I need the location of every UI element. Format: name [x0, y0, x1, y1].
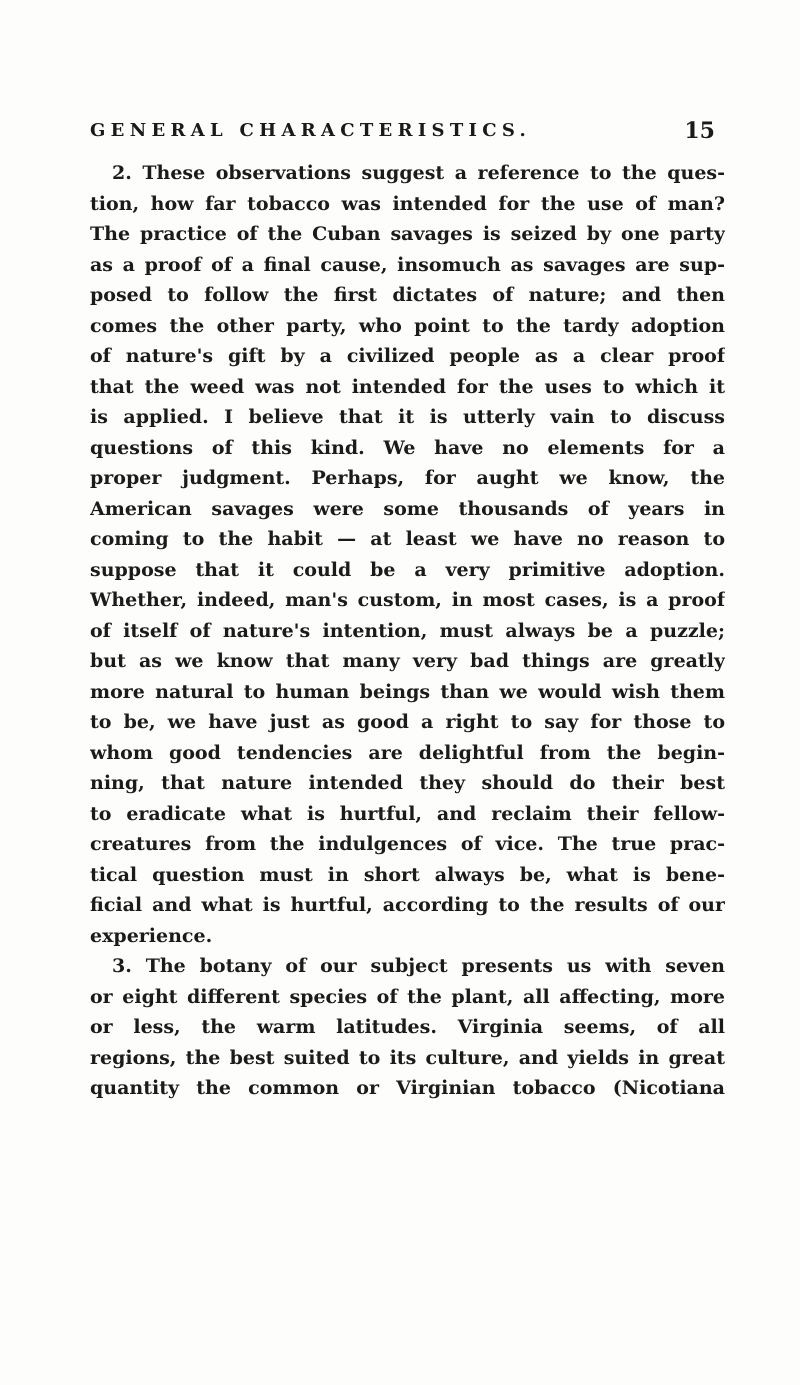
text-line: quantity the common or Virginian tobacco (Nicotiana — [90, 1077, 725, 1099]
running-head-title: GENERAL CHARACTERISTICS. — [90, 120, 532, 141]
text-line: 3. The botany of our subject presents us with seven — [112, 955, 725, 977]
text-line: posed to follow the first dictates of nature; and then — [90, 284, 725, 306]
text-line: as a proof of a final cause, insomuch as savages are sup- — [90, 253, 725, 276]
text-line: comes the other party, who point to the tardy adoption — [90, 314, 725, 337]
text-line: 2. These observations suggest a reference to the ques- — [112, 162, 725, 184]
text-line: proper judgment. Perhaps, for aught we know, the — [90, 467, 725, 489]
text-line: is applied. I believe that it is utterly vain to discuss — [90, 406, 725, 428]
running-head — [90, 118, 715, 146]
text-line: The practice of the Cuban savages is seized by one party — [90, 223, 725, 245]
text-line: regions, the best suited to its culture, and yields in great — [90, 1046, 725, 1069]
text-line: tical question must in short always be, what is bene- — [90, 863, 725, 886]
text-line: to be, we have just as good a right to say for those to — [90, 711, 725, 733]
text-line: ficial and what is hurtful, according to the results of our — [90, 894, 725, 916]
text-line: American savages were some thousands of years in — [90, 497, 725, 520]
text-line: suppose that it could be a very primitive adoption. — [90, 558, 725, 581]
text-line: tion, how far tobacco was intended for the use of man? — [90, 192, 725, 215]
text-line: coming to the habit — at least we have no reason to — [90, 528, 725, 550]
text-line: questions of this kind. We have no elements for a — [90, 436, 725, 459]
text-line: of nature's gift by a civilized people as a clear proof — [90, 345, 725, 367]
page-number: 15 — [684, 118, 715, 144]
text-line: creatures from the indulgences of vice. The true prac- — [90, 833, 725, 855]
text-line: but as we know that many very bad things are greatly — [90, 650, 725, 672]
text-line: to eradicate what is hurtful, and reclaim their fellow- — [90, 802, 725, 825]
text-line: Whether, indeed, man's custom, in most cases, is a proof — [90, 589, 725, 611]
text-line: more natural to human beings than we would wish them — [90, 680, 725, 703]
text-line: that the weed was not intended for the uses to which it — [90, 375, 725, 398]
text-line: whom good tendencies are delightful from the begin- — [90, 741, 725, 764]
text-line: ning, that nature intended they should do their best — [90, 772, 725, 794]
text-line: or less, the warm latitudes. Virginia seems, of all — [90, 1016, 725, 1038]
text-line: experience. — [90, 924, 213, 947]
body-text — [90, 158, 725, 1104]
text-line: or eight different species of the plant, all affecting, more — [90, 985, 725, 1008]
text-line: of itself of nature's intention, must always be a puzzle; — [90, 619, 725, 642]
